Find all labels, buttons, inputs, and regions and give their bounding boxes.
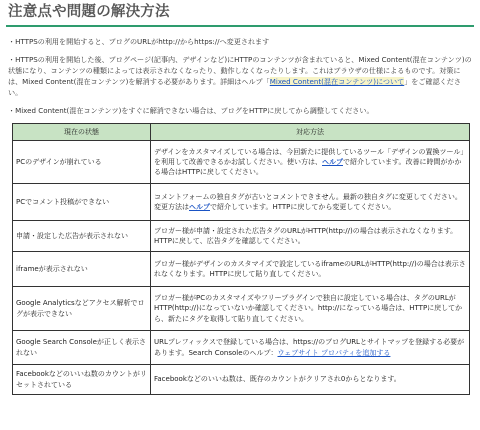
row-solution: ブロガー様がPCのカスタマイズやフリープラグインで独自に設定している場合は、タグのURLがHTTP(http://)になっていないか確認してください。http://になっている場合は、HTTPに戻してから、新たにタグを取得して貼り直してください。 (151, 287, 470, 331)
table-row (13, 184, 470, 221)
table-header-row (13, 124, 470, 141)
row-state: Google Search Consoleが正しく表示されない (13, 331, 151, 365)
solutions-table (12, 123, 470, 395)
row-state: PCのデザインが崩れている (13, 141, 151, 184)
row-state: 申請・設定した広告が表示されない (13, 221, 151, 252)
table-row (13, 331, 470, 365)
row-state: Facebookなどのいいね数のカウントがリセットされている (13, 365, 151, 395)
row-state: iframeが表示されない (13, 252, 151, 287)
row-solution: Facebookなどのいいね数は、既存のカウントがクリアされ0からとなります。 (151, 365, 470, 395)
row-state: PCでコメント投稿ができない (13, 184, 151, 221)
table-row (13, 287, 470, 331)
mixed-content-help-link[interactable]: Mixed Content(混在コンテンツ)について (269, 77, 405, 86)
table-row (13, 141, 470, 184)
section-title: 注意点や問題の解決方法 (6, 3, 474, 27)
help-link[interactable]: ヘルプ (322, 157, 343, 166)
note-mixed-content (8, 54, 472, 98)
header-current-state: 現在の状態 (13, 124, 151, 141)
row-solution: コメントフォームの独自タグが古いとコメントできません。最新の独自タグに変更してください。変更方法はヘルプで紹介しています。HTTPに戻してから変更してください。 (151, 184, 470, 221)
row-solution: ブロガー様が申請・設定された広告タグのURLがHTTP(http://)の場合は表示されなくなります。HTTPに戻して、広告タグを確認してください。 (151, 221, 470, 252)
note-revert-http: ・Mixed Content(混在コンテンツ)をすぐに解消できない場合は、ブログをHTTPに戻してから調整してください。 (8, 106, 374, 115)
header-solution: 対応方法 (151, 124, 470, 141)
note-mixed-content-text: ・HTTPSの利用を開始した後、ブログページ(記事内、デザインなど)にHTTPのコンテンツが含まれていると、Mixed Content(混在コンテンツ)の状態になり、コンテンツの種類によっては表示されなくなったり、動作しなくなったりします。これはブラウザの仕様によるものです。対策には、Mixed Content(混在コンテンツ)を解消する必要があります。詳細はヘルプ「 (8, 55, 472, 86)
search-console-help-link[interactable]: ウェブサイト プロパティを追加する (277, 348, 391, 357)
row-solution: ブロガー様がデザインのカスタマイズで設定しているiframeのURLがHTTP(http://)の場合は表示されなくなります。HTTPに戻して貼り直してください。 (151, 252, 470, 287)
help-link[interactable]: ヘルプ (189, 203, 210, 211)
table-row (13, 365, 470, 395)
row-solution: URLプレフィックスで登録している場合は、https://のブログURLとサイトマップを登録する必要があります。Search Consoleのヘルプ：ウェブサイト プロパティを追加する (151, 331, 470, 365)
table-row (13, 221, 470, 252)
table-row (13, 252, 470, 287)
note-mixed-content-tail: 」をご確認ください。 (8, 77, 461, 97)
row-state: Google Analyticsなどアクセス解析でログが表示できない (13, 287, 151, 331)
note-url-change: ・HTTPSの利用を開始すると、ブログのURLがhttp://からhttps://へ変更されます (8, 37, 270, 46)
row-solution: デザインをカスタマイズしている場合は、今回新たに提供しているツール「デザインの置換ツール」を利用して改善できるかお試しください。使い方は、ヘルプで紹介しています。改善に時間がかかる場合はHTTPに戻してください。 (151, 141, 470, 184)
